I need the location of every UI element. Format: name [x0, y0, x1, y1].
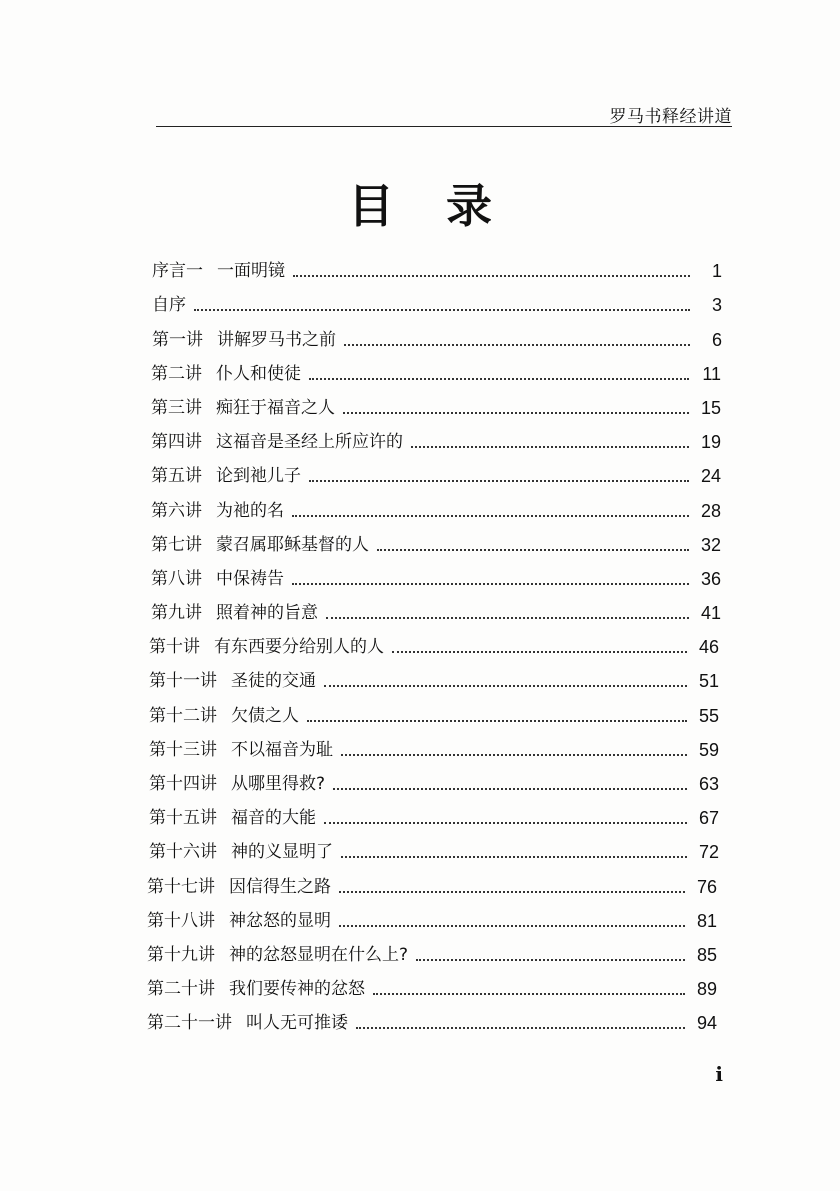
toc-entry: [149, 691, 719, 725]
toc-entry: [149, 657, 719, 691]
toc-entry: [151, 350, 721, 384]
toc-dot-leader: [324, 685, 687, 687]
toc-dot-leader: [341, 754, 687, 756]
page-number: i: [715, 1062, 723, 1086]
toc-dot-leader: [344, 344, 690, 346]
toc-entry-title: 圣徒的交通: [231, 671, 316, 692]
toc-entry: [151, 384, 721, 418]
toc-entry-chapter: 第七讲: [151, 534, 202, 555]
toc-entry-title: 这福音是圣经上所应许的: [216, 432, 403, 453]
toc-entry-title: 痴狂于福音之人: [216, 397, 335, 418]
toc-entry-chapter: 第十九讲: [147, 944, 215, 965]
toc-entry: [147, 965, 717, 999]
toc-entry-title: 论到祂儿子: [216, 466, 301, 487]
toc-entry-title: 神的义显明了: [231, 842, 333, 863]
toc-entry: [149, 760, 719, 794]
toc-entry: [151, 589, 721, 623]
toc-entry-chapter: 第十七讲: [147, 876, 215, 897]
toc-entry-page: 76: [696, 876, 717, 897]
toc-heading: 目 录: [347, 179, 510, 233]
toc-dot-leader: [341, 856, 687, 858]
running-head-title: 罗马书释经讲道: [609, 107, 732, 127]
toc-entry-chapter: 第十六讲: [149, 842, 217, 863]
toc-entry: [152, 281, 722, 315]
toc-entry-page: 3: [711, 295, 722, 316]
toc-entry: [151, 521, 721, 555]
toc-entry-chapter: 第二十讲: [147, 979, 215, 1000]
toc-entry-page: 55: [698, 705, 719, 726]
toc-entry-chapter: 自序: [152, 295, 186, 316]
toc-entry-page: 36: [700, 568, 721, 589]
toc-entry-chapter: 第十二讲: [149, 705, 217, 726]
toc-dot-leader: [292, 583, 689, 585]
toc-entry-chapter: 第九讲: [151, 603, 202, 624]
toc-entry-chapter: 第十八讲: [147, 910, 215, 931]
toc-entry-title: 蒙召属耶稣基督的人: [216, 534, 369, 555]
toc-entry-chapter: 第十一讲: [149, 671, 217, 692]
toc-entry-chapter: 第十五讲: [149, 808, 217, 829]
toc-entry-title: 神忿怒的显明: [229, 910, 331, 931]
toc-entry-title: 一面明镜: [217, 261, 285, 282]
toc-entry-page: 41: [700, 603, 721, 624]
toc-entry-chapter: 第十讲: [149, 637, 200, 658]
toc-entry: [151, 555, 721, 589]
toc-entry: [147, 897, 717, 931]
toc-dot-leader: [307, 720, 687, 722]
toc-dot-leader: [373, 993, 685, 995]
toc-entry-title: 有东西要分给别人的人: [214, 637, 384, 658]
toc-entry: [149, 794, 719, 828]
toc-entry-chapter: 第五讲: [151, 466, 202, 487]
toc-entry-page: 28: [700, 500, 721, 521]
toc-dot-leader: [343, 412, 689, 414]
toc-entry-chapter: 序言一: [152, 261, 203, 282]
toc-entry: [147, 862, 717, 896]
toc-dot-leader: [293, 275, 690, 277]
toc-entry-page: 32: [700, 534, 721, 555]
toc-entry-page: 15: [700, 397, 721, 418]
toc-entry: [147, 999, 717, 1033]
toc-entry-title: 叫人无可推诿: [246, 1013, 348, 1034]
toc-entry-chapter: 第一讲: [152, 329, 203, 350]
toc-entry-title: 福音的大能: [231, 808, 316, 829]
toc-entry-chapter: 第二讲: [151, 363, 202, 384]
toc-entry-title: 我们要传神的忿怒: [229, 979, 365, 1000]
toc-entry-title: 从哪里得救?: [231, 774, 326, 794]
toc-dot-leader: [309, 378, 689, 380]
toc-entry: [149, 726, 719, 760]
toc-entry-title: 不以福音为耻: [231, 739, 333, 760]
toc-entry-title: 欠债之人: [231, 705, 299, 726]
toc-entry: [152, 247, 722, 281]
toc-entry-page: 94: [696, 1013, 717, 1034]
toc-entry-page: 19: [700, 432, 721, 453]
toc-entry-page: 24: [700, 466, 721, 487]
toc-entry-title: 神的忿怒显明在什么上?: [229, 944, 409, 965]
toc-entry-chapter: 第二十一讲: [147, 1013, 232, 1034]
toc-entry-chapter: 第八讲: [151, 568, 202, 589]
toc-entry-page: 89: [696, 979, 717, 1000]
toc-entry-title: 仆人和使徒: [216, 363, 301, 384]
toc-dot-leader: [324, 822, 687, 824]
toc-entry-page: 51: [698, 671, 719, 692]
toc-entry: [152, 315, 722, 349]
toc-dot-leader: [356, 1027, 685, 1029]
toc-entry-page: 46: [698, 637, 719, 658]
toc-entry: [151, 486, 721, 520]
toc-entry-page: 1: [711, 261, 722, 282]
toc-dot-leader: [309, 480, 689, 482]
toc-entry-chapter: 第三讲: [151, 397, 202, 418]
toc-entry: [149, 623, 719, 657]
toc-entry-page: 63: [698, 774, 719, 794]
toc-dot-leader: [411, 446, 689, 448]
toc-entry-chapter: 第十三讲: [149, 739, 217, 760]
toc-entry-page: 67: [698, 808, 719, 829]
toc-entry-page: 11: [702, 363, 721, 384]
toc-entry-chapter: 第六讲: [151, 500, 202, 521]
toc-dot-leader: [292, 515, 689, 517]
toc-dot-leader: [416, 959, 685, 961]
toc-entry-chapter: 第十四讲: [149, 774, 217, 794]
toc-dot-leader: [339, 925, 685, 927]
toc-entry-page: 6: [711, 329, 722, 350]
toc-entry: [151, 418, 721, 452]
header-rule: [156, 126, 732, 127]
toc-entry-title: 因信得生之路: [229, 876, 331, 897]
toc-dot-leader: [339, 891, 685, 893]
toc-list: [147, 247, 722, 1034]
toc-entry-page: 72: [698, 842, 719, 863]
toc-dot-leader: [194, 309, 690, 311]
toc-entry-title: 为祂的名: [216, 500, 284, 521]
toc-entry-title: 讲解罗马书之前: [217, 329, 336, 350]
toc-entry: [151, 452, 721, 486]
toc-dot-leader: [326, 617, 689, 619]
toc-entry-chapter: 第四讲: [151, 432, 202, 453]
toc-entry: [147, 931, 717, 965]
toc-dot-leader: [392, 651, 687, 653]
toc-entry-page: 85: [696, 944, 717, 965]
toc-dot-leader: [333, 788, 687, 790]
toc-entry-page: 81: [696, 910, 717, 931]
toc-entry-page: 59: [698, 739, 719, 760]
toc-entry-title: 中保祷告: [216, 568, 284, 589]
toc-dot-leader: [377, 549, 689, 551]
toc-entry-title: 照着神的旨意: [216, 603, 318, 624]
toc-entry: [149, 828, 719, 862]
